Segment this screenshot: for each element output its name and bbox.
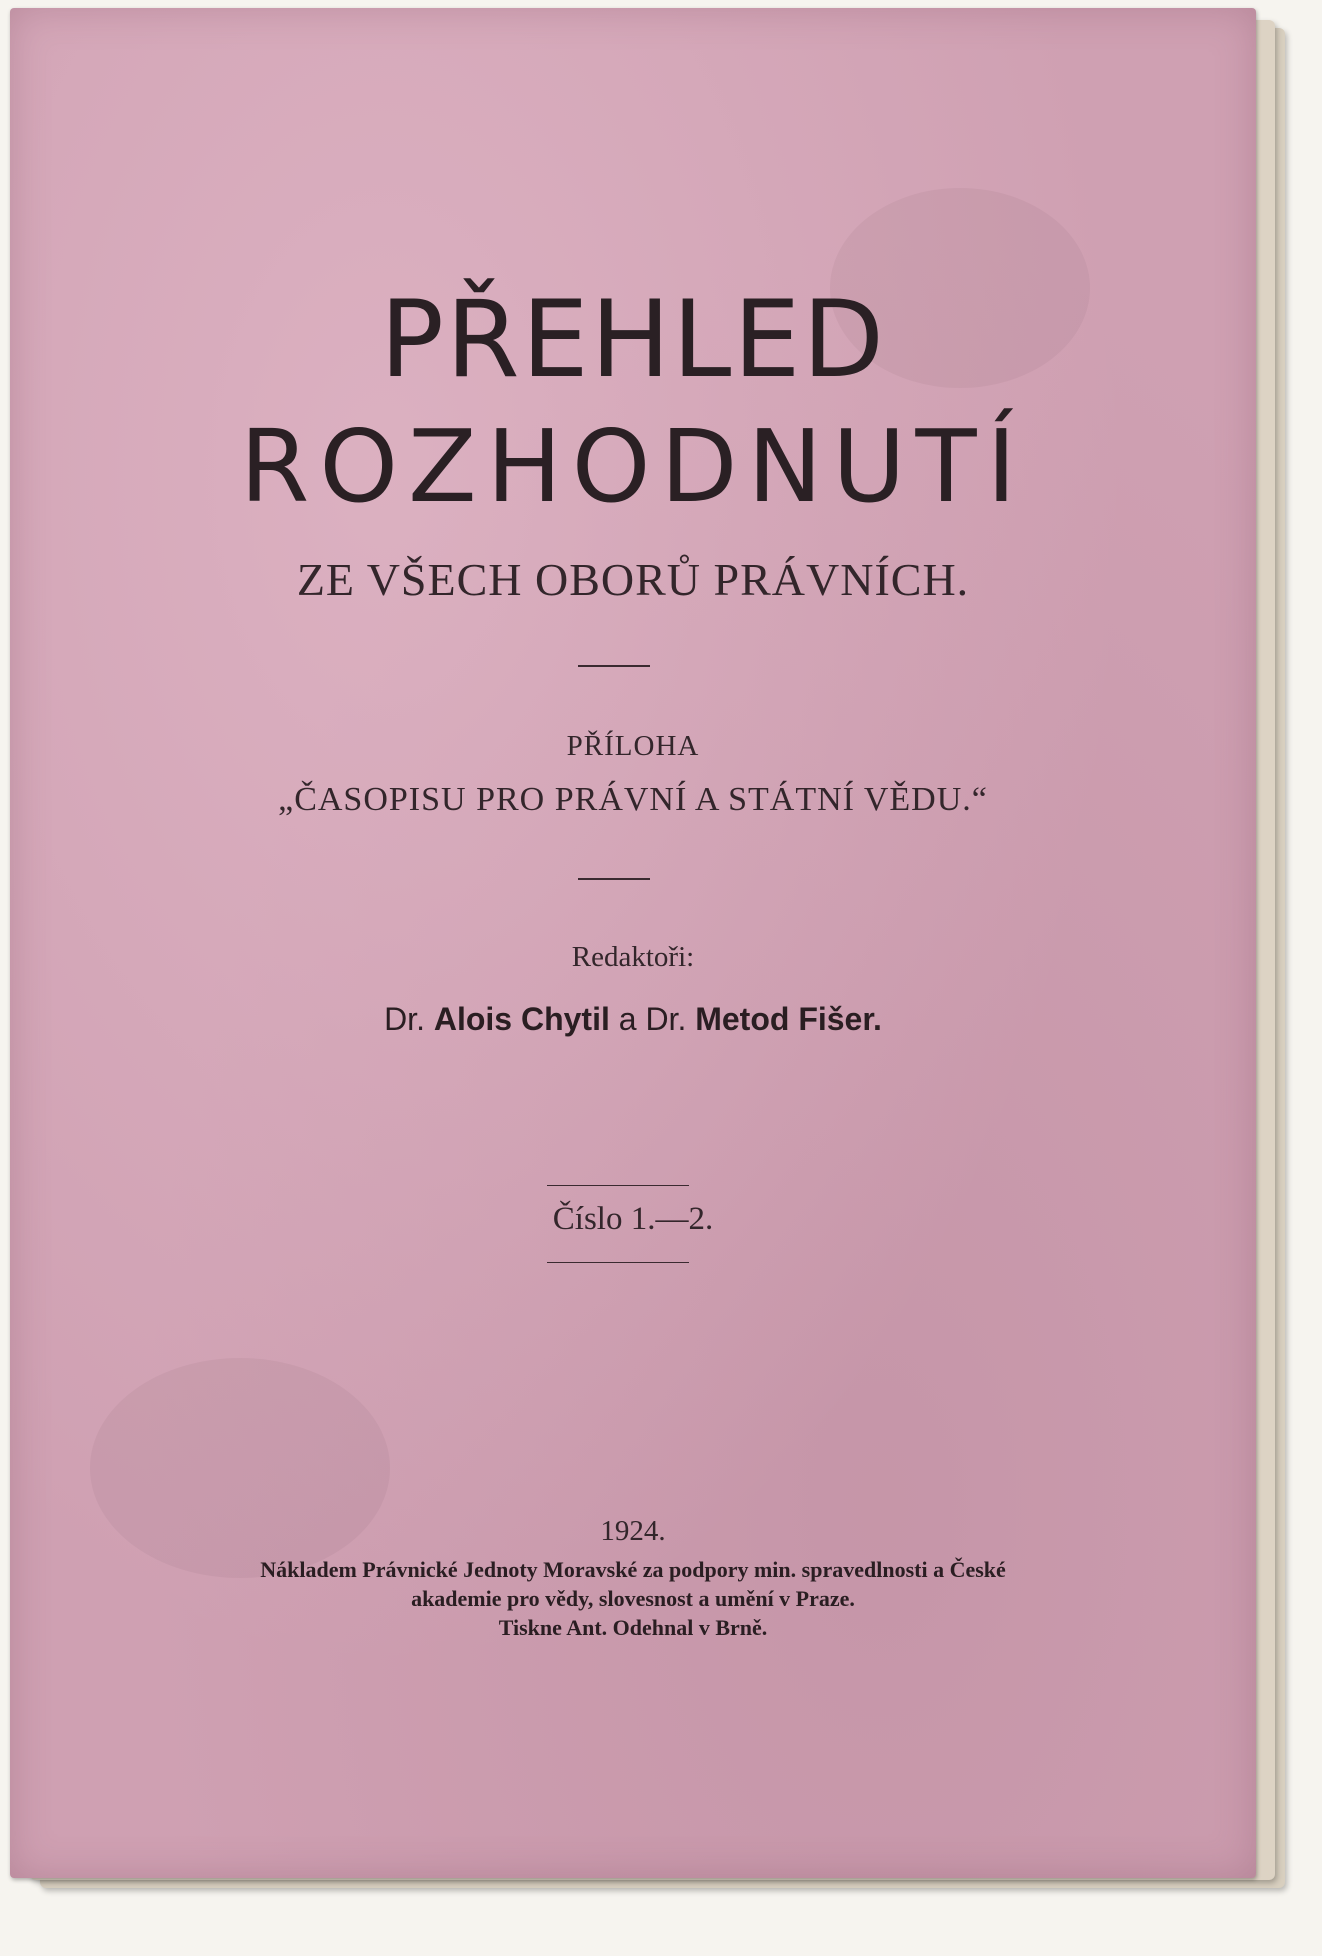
subtitle: ZE VŠECH OBORŮ PRÁVNÍCH. xyxy=(296,554,970,605)
journal-name: „ČASOPISU PRO PRÁVNÍ A STÁTNÍ VĚDU.“ xyxy=(278,781,988,818)
supplement-label: PŘÍLOHA xyxy=(566,730,700,762)
title-line-1: PŘEHLED xyxy=(380,278,886,401)
editor-joiner: a Dr. xyxy=(618,1001,687,1037)
divider-rule xyxy=(578,878,650,880)
divider-rule xyxy=(578,665,650,667)
publisher-line-3: Tiskne Ant. Odehnal v Brně. xyxy=(498,1615,768,1640)
divider-rule xyxy=(547,1185,689,1186)
book-cover xyxy=(10,8,1256,1878)
editor-name-1: Alois Chytil xyxy=(433,1001,610,1037)
publication-year: 1924. xyxy=(600,1515,666,1547)
editor-name-2: Metod Fišer. xyxy=(695,1001,882,1037)
editors-label: Redaktoři: xyxy=(571,941,695,973)
editor-prefix: Dr. xyxy=(384,1001,425,1037)
divider-rule xyxy=(547,1262,689,1263)
editors-names xyxy=(10,1001,1256,1038)
publisher-info xyxy=(10,1555,1256,1642)
issue-number: Číslo 1.—2. xyxy=(552,1201,714,1237)
publisher-line-2: akademie pro vědy, slovesnost a umění v Praze. xyxy=(411,1586,855,1611)
publisher-line-1: Nákladem Právnické Jednoty Moravské za podpory min. spravedlnosti a České xyxy=(260,1557,1006,1582)
title-line-2: ROZHODNUTÍ xyxy=(239,408,1027,525)
